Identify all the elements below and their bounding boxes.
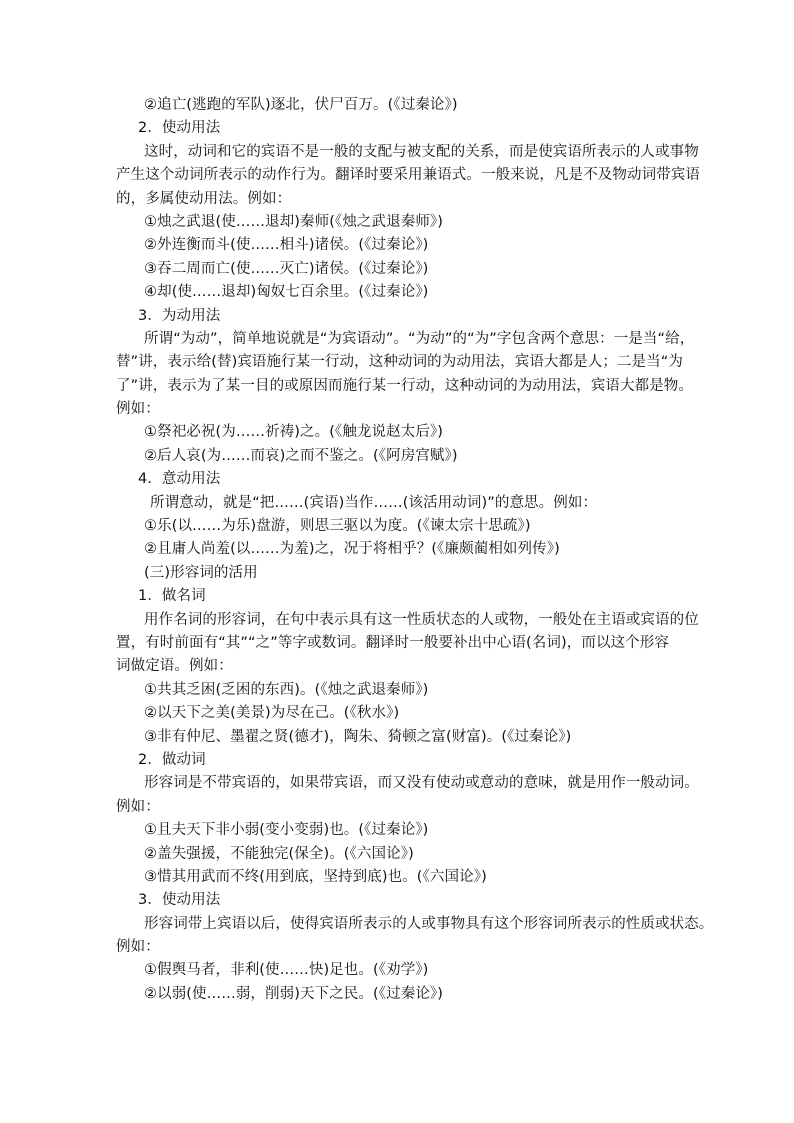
paragraph-line: 用作名词的形容词，在句中表示具有这一性质状态的人或物，一般处在主语或宾语的位 (144, 611, 699, 628)
section-heading: 2．使动用法 (138, 120, 221, 137)
example-line: ①假舆马者，非利(使……快)足也。(《劝学》) (144, 962, 429, 979)
paragraph-line: 所谓意动，就是“把……(宾语)当作……(该活用动词)”的意思。例如： (150, 494, 598, 511)
paragraph-line: 替”讲，表示给(替)宾语施行某一行动，这种动词的为动用法，宾语大都是人；二是当“为 (116, 354, 683, 371)
example-line: ③非有仲尼、墨翟之贤(德才)，陶朱、猗顿之富(财富)。(《过秦论》) (144, 728, 572, 745)
paragraph-line: 了”讲，表示为了某一目的或原因而施行某一行动，这种动词的为动用法，宾语大都是物。 (116, 377, 694, 394)
section-heading: 3．使动用法 (138, 892, 221, 909)
example-line: ②以弱(使……弱，削弱)天下之民。(《过秦论》) (144, 985, 444, 1002)
example-line: ②盖失强援，不能独完(保全)。(《六国论》) (144, 845, 414, 862)
paragraph-line: 词做定语。例如： (116, 658, 233, 675)
section-heading: 3．为动用法 (138, 307, 221, 324)
example-line: ①烛之武退(使……退却)秦师(《烛之武退秦师》) (144, 213, 444, 230)
paragraph-line: 形容词带上宾语以后，使得宾语所表示的人或事物具有这个形容词所表示的性质或状态。 (144, 915, 714, 932)
section-heading: 4．意动用法 (138, 471, 221, 488)
paragraph-line: 例如： (116, 939, 160, 956)
example-line: ②外连衡而斗(使……相斗)诸侯。(《过秦论》) (144, 237, 429, 254)
example-line: ②后人哀(为……而哀)之而不鉴之。(《阿房宫赋》) (144, 447, 458, 464)
document-body (116, 94, 714, 1006)
example-line: ①且夫天下非小弱(变小变弱)也。(《过秦论》) (144, 822, 429, 839)
example-line: ①共其乏困(乏困的东西)。(《烛之武退秦师》) (144, 681, 429, 698)
section-heading: 1．做名词 (138, 588, 206, 605)
example-line: ②追亡(逃跑的军队)逐北，伏尸百万。(《过秦论》) (144, 97, 458, 113)
paragraph-line: 这时，动词和它的宾语不是一般的支配与被支配的关系，而是使宾语所表示的人或事物 (144, 143, 699, 160)
paragraph-line: 置，有时前面有“其”“之”等字或数词。翻译时一般要补出中心语(名词)，而以这个形容 (116, 634, 669, 651)
example-line: ③吞二周而亡(使……灭亡)诸侯。(《过秦论》) (144, 260, 429, 277)
paragraph-line: 产生这个动词所表示的动作行为。翻译时要采用兼语式。一般来说，凡是不及物动词带宾语 (116, 167, 700, 184)
paragraph-line: 所谓“为动”，简单地说就是“为宾语动”。“为动”的“为”字包含两个意思：一是当“给， (144, 330, 695, 347)
example-line: ①乐(以……为乐)盘游，则思三驱以为度。(《谏太宗十思疏》) (144, 518, 531, 535)
paragraph-line: 形容词是不带宾语的，如果带宾语，而又没有使动或意动的意味，就是用作一般动词。 (144, 775, 699, 792)
section-heading: 2．做动词 (138, 751, 206, 768)
example-line: ②以天下之美(美景)为尽在己。(《秋水》) (144, 705, 400, 722)
example-line: ②且庸人尚羞(以……为羞)之，况于将相乎？(《廉颇蔺相如列传》) (144, 541, 560, 558)
subsection-heading: (三)形容词的活用 (144, 564, 258, 581)
example-line: ①祭祀必祝(为……祈祷)之。(《触龙说赵太后》) (144, 424, 444, 441)
paragraph-line: 例如： (116, 798, 160, 815)
paragraph-line: 例如： (116, 401, 160, 418)
paragraph-line: 的，多属使动用法。例如： (116, 190, 292, 207)
example-line: ③惜其用武而不终(用到底，坚持到底)也。(《六国论》) (144, 868, 487, 885)
example-line: ④却(使……退却)匈奴七百余里。(《过秦论》) (144, 284, 429, 301)
